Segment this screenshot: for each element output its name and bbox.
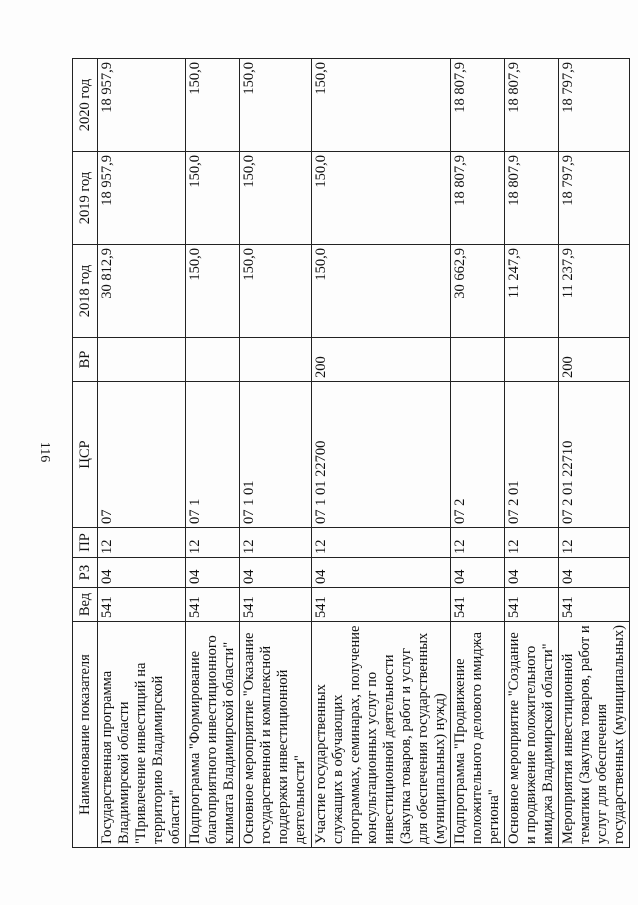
row-2019: 18 807,9	[451, 152, 505, 245]
row-2020: 150,0	[240, 59, 312, 152]
table-row	[505, 59, 559, 848]
row-2020: 150,0	[186, 59, 240, 152]
row-ved: 541	[451, 588, 505, 622]
row-rz: 04	[98, 558, 186, 588]
row-2020: 18 807,9	[505, 59, 559, 152]
header-2018: 2018 год	[73, 245, 98, 338]
rotated-table-container	[72, 58, 627, 848]
row-2019: 150,0	[312, 152, 451, 245]
row-name: Мероприятия инвестиционной тематики (Закупка товаров, работ и услуг для обеспечения государственных (муниципальных)	[559, 622, 630, 848]
row-csr: 07 2 01	[505, 382, 559, 528]
row-ved: 541	[505, 588, 559, 622]
row-csr: 07 1 01 22700	[312, 382, 451, 528]
row-csr: 07 1 01	[240, 382, 312, 528]
row-2019: 18 957,9	[98, 152, 186, 245]
header-2019: 2019 год	[73, 152, 98, 245]
row-ved: 541	[98, 588, 186, 622]
row-vr: 200	[312, 338, 451, 382]
row-rz: 04	[240, 558, 312, 588]
row-name: Участие государственных служащих в обучающих программах, семинарах, получение консультационных услуг по инвестиционной деятельности (Закупка товаров, работ и услуг для обеспечения государственных (муниципальных) нужд)	[312, 622, 451, 848]
row-pr: 12	[98, 528, 186, 558]
row-vr	[451, 338, 505, 382]
row-pr: 12	[559, 528, 630, 558]
row-name: Основное мероприятие "Оказание государственной и комплексной поддержки инвестиционной деятельности"	[240, 622, 312, 848]
row-pr: 12	[451, 528, 505, 558]
row-pr: 12	[186, 528, 240, 558]
row-2019: 18 807,9	[505, 152, 559, 245]
row-2020: 18 797,9	[559, 59, 630, 152]
row-2018: 11 237,9	[559, 245, 630, 338]
row-2020: 18 807,9	[451, 59, 505, 152]
row-name: Подпрограмма "Формирование благоприятного инвестиционного климата Владимирской области"	[186, 622, 240, 848]
row-2018: 150,0	[312, 245, 451, 338]
row-2019: 150,0	[240, 152, 312, 245]
row-pr: 12	[312, 528, 451, 558]
header-2020: 2020 год	[73, 59, 98, 152]
row-ved: 541	[559, 588, 630, 622]
row-2020: 18 957,9	[98, 59, 186, 152]
table-row	[186, 59, 240, 848]
row-vr: 200	[559, 338, 630, 382]
row-vr	[240, 338, 312, 382]
row-2018: 150,0	[186, 245, 240, 338]
row-2018: 30 812,9	[98, 245, 186, 338]
header-csr: ЦСР	[73, 382, 98, 528]
header-ved: Вед	[73, 588, 98, 622]
row-vr	[98, 338, 186, 382]
row-rz: 04	[505, 558, 559, 588]
row-vr	[186, 338, 240, 382]
header-rz: РЗ	[73, 558, 98, 588]
row-pr: 12	[240, 528, 312, 558]
row-name: Основное мероприятие "Создание и продвижение положительного имиджа Владимирской области"	[505, 622, 559, 848]
header-pr: ПР	[73, 528, 98, 558]
row-2018: 11 247,9	[505, 245, 559, 338]
budget-table	[72, 58, 630, 848]
row-name: Подпрограмма "Продвижение положительного делового имиджа региона"	[451, 622, 505, 848]
row-2019: 150,0	[186, 152, 240, 245]
page-number: 116	[37, 441, 52, 463]
header-name: Наименование показателя	[73, 622, 98, 848]
table-row	[312, 59, 451, 848]
row-ved: 541	[312, 588, 451, 622]
row-2018: 150,0	[240, 245, 312, 338]
row-2018: 30 662,9	[451, 245, 505, 338]
row-rz: 04	[186, 558, 240, 588]
row-csr: 07 1	[186, 382, 240, 528]
row-csr: 07 2 01 22710	[559, 382, 630, 528]
row-rz: 04	[451, 558, 505, 588]
row-name: Государственная программа Владимирской области "Привлечение инвестиций на территорию Владимирской области"	[98, 622, 186, 848]
row-vr	[505, 338, 559, 382]
table-header-row	[73, 59, 98, 848]
table-row	[98, 59, 186, 848]
table-row	[240, 59, 312, 848]
row-rz: 04	[559, 558, 630, 588]
row-csr: 07 2	[451, 382, 505, 528]
table-row	[451, 59, 505, 848]
row-2020: 150,0	[312, 59, 451, 152]
row-2019: 18 797,9	[559, 152, 630, 245]
row-ved: 541	[186, 588, 240, 622]
table-row	[559, 59, 630, 848]
row-csr: 07	[98, 382, 186, 528]
row-rz: 04	[312, 558, 451, 588]
header-vr: ВР	[73, 338, 98, 382]
row-ved: 541	[240, 588, 312, 622]
row-pr: 12	[505, 528, 559, 558]
